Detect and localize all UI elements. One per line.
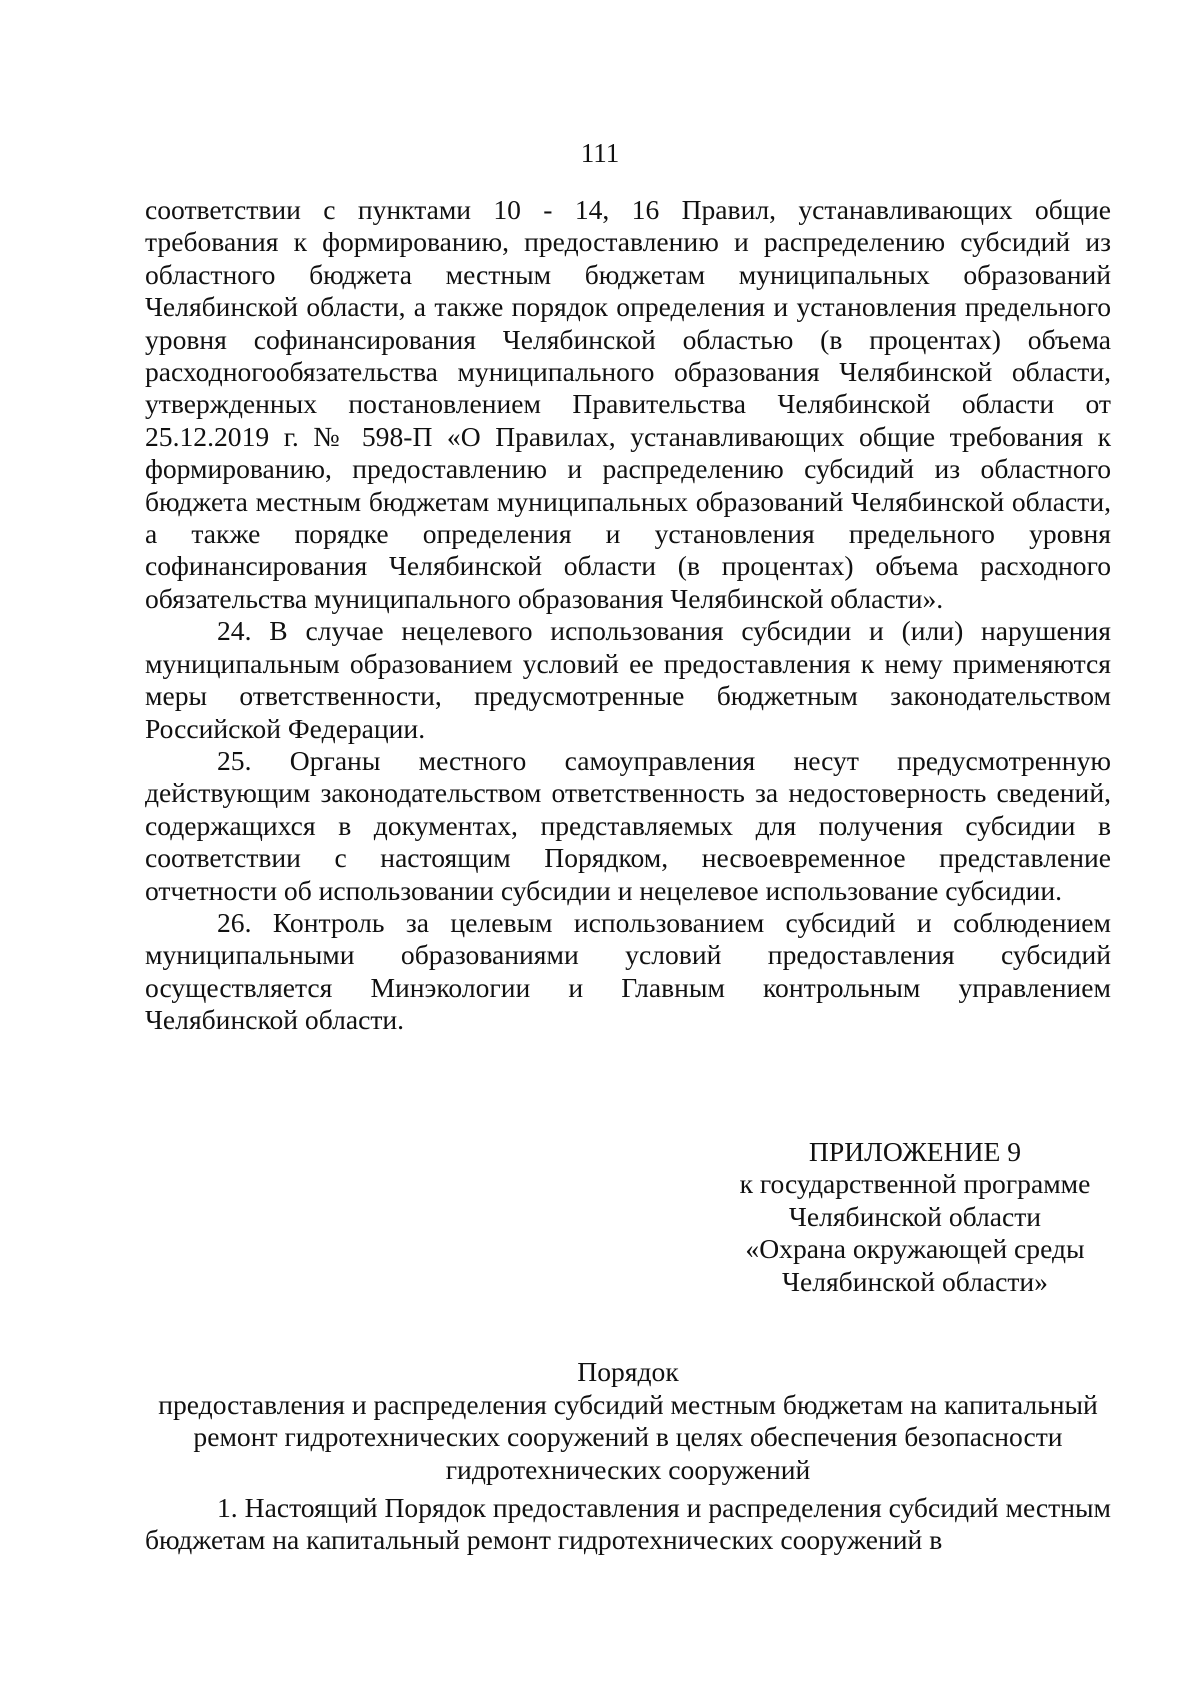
appendix-title: ПРИЛОЖЕНИЕ 9 bbox=[808, 1136, 1022, 1167]
order-body bbox=[145, 1492, 1111, 1557]
paragraph-item-24: 24. В случае нецелевого использования субсидии и (или) нарушения муниципальным образованием условий ее предоставления к нему применяются меры ответственности, предусмотренные бюджетным законодательством Российской Федерации. bbox=[145, 615, 1111, 744]
order-subtitle-line: ремонт гидротехнических сооружений в целях обеспечения безопасности bbox=[193, 1421, 1063, 1453]
body-text bbox=[145, 194, 1111, 1037]
order-subtitle-line: предоставления и распределения субсидий местным бюджетам на капитальный bbox=[158, 1389, 1098, 1420]
appendix-line: Челябинской области» bbox=[782, 1265, 1048, 1297]
order-subtitle-line: гидротехнических сооружений bbox=[445, 1453, 811, 1485]
appendix-line: Челябинской области bbox=[788, 1200, 1042, 1232]
paragraph-item-1: 1. Настоящий Порядок предоставления и распределения субсидий местным бюджетам на капитальный ремонт гидротехнических сооружений в bbox=[145, 1492, 1111, 1556]
page-number: 111 bbox=[580, 138, 620, 168]
appendix-line: «Охрана окружающей среды bbox=[745, 1233, 1085, 1265]
order-subtitle bbox=[145, 1389, 1111, 1486]
paragraph-item-25: 25. Органы местного самоуправления несут предусмотренную действующим законодательством ответственность за недостоверность сведений, содержащихся в документах, представляемых для получения субсидии в соответствии с настоящим Порядком, несвоевременное представление отчетности об использовании субсидии и нецелевое использование субсидии. bbox=[145, 744, 1111, 906]
appendix-block bbox=[700, 1136, 1130, 1298]
paragraph-continuation: соответствии с пунктами 10 - 14, 16 Правил, устанавливающих общие требования к формированию, предоставлению и распределению субсидий из областного бюджета местным бюджетам муниципальных образований Челябинской области, а также порядок определения и установления предельного уровня софинансирования Челябинской областью (в процентах) объема расходногообязательства муниципального образования Челябинской области, утвержденных постановлением Правительства Челябинской области от 25.12.2019 г. № 598-П «О Правилах, устанавливающих общие требования к формированию, предоставлению и распределению субсидий из областного бюджета местным бюджетам муниципальных образований Челябинской области, а также порядке определения и установления предельного уровня софинансирования Челябинской области (в процентах) объема расходного обязательства муниципального образования Челябинской области». bbox=[145, 194, 1111, 614]
paragraph-item-26: 26. Контроль за целевым использованием субсидий и соблюдением муниципальными образованиями условий предоставления субсидий осуществляется Минэкологии и Главным контрольным управлением Челябинской области. bbox=[145, 906, 1111, 1036]
order-title: Порядок bbox=[577, 1356, 679, 1387]
appendix-line: к государственной программе bbox=[739, 1168, 1091, 1200]
